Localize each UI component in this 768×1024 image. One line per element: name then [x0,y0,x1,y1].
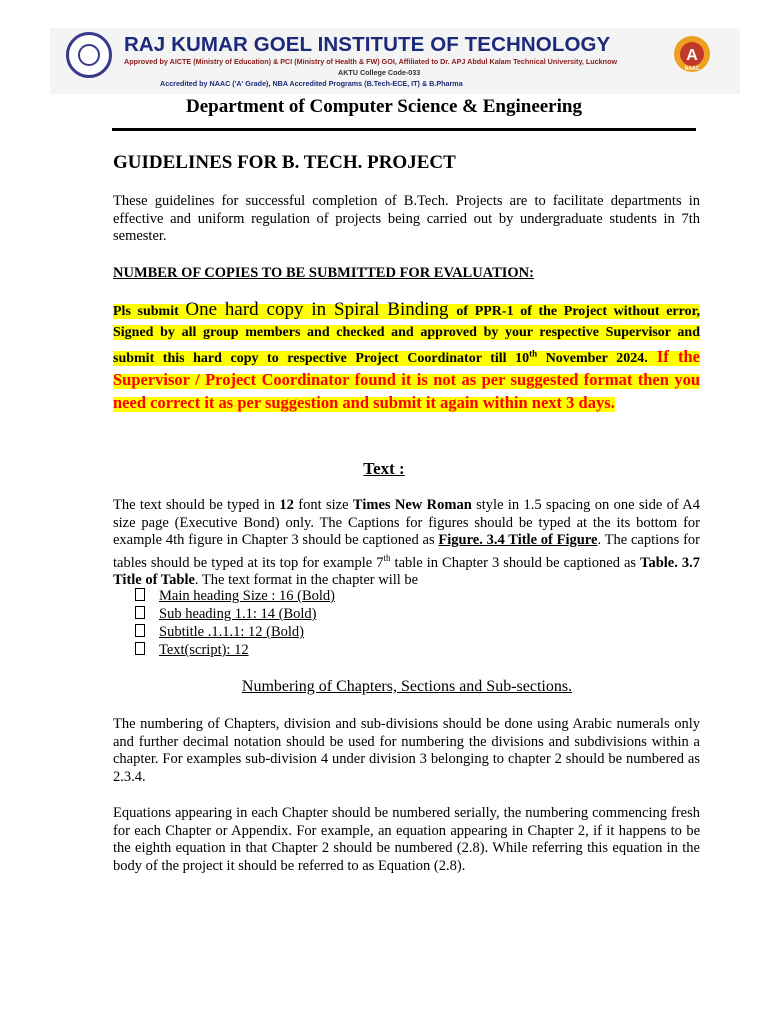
warning-text: If the Supervisor / Project Coordinator found it is not as per suggested format then you need correct it as per suggestion and submit it again within next 3 days. [113,346,700,412]
intro-paragraph: These guidelines for successful completion of B.Tech. Projects are to facilitate departments in effective and uniform regulation of projects being carried out by undergraduate students in 7th semester. [113,193,700,244]
ordinal-suffix: th [383,552,391,563]
bullet-box-icon [135,624,145,637]
institute-seal-logo [66,32,112,78]
header-divider [112,128,696,131]
submission-notice [113,299,700,415]
numbering-heading-period: . [568,678,573,695]
text-format-list [135,587,335,659]
numbering-paragraph-1: The numbering of Chapters, division and sub-divisions should be done using Arabic numerals only and further decimal notation should be used for numbering the divisions and subdivisions within a chapter. For examples sub-division 4 under division 3 belonging to chapter 2 should be numbered as 2.3.4. [113,716,700,785]
list-item [135,623,335,641]
font-name-value: Times New Roman [352,497,472,513]
copies-heading: NUMBER OF COPIES TO BE SUBMITTED FOR EVALUATION: [113,265,534,281]
numbering-section-heading [0,678,768,696]
bullet-box-icon [135,588,145,601]
text-run: style in 1.5 spacing on one side of A4 size page (Executive Bond) only. The Captions for figures should be typed at the its bottom for example 4th figure in Chapter 3 should be captioned as [113,497,701,548]
text-run: table in Chapter 3 should be captioned as [390,554,641,571]
college-code: AKTU College Code-033 [338,68,421,77]
naac-grade: A [686,47,698,64]
figure-caption-example: Figure. 3.4 Title of Figure [438,532,598,548]
list-item-label: Sub heading 1.1: 14 (Bold) [159,606,317,622]
bullet-box-icon [135,606,145,619]
list-item-label: Subtitle .1.1.1: 12 (Bold) [159,624,304,640]
submission-date-text: November 2024. [537,350,648,366]
text-format-paragraph [113,497,700,589]
page-title: GUIDELINES FOR B. TECH. PROJECT [113,152,456,173]
text-section-heading: Text : [363,459,405,478]
list-item-label: Text(script): 12 [159,642,249,658]
accreditation-line: Accredited by NAAC ('A' Grade), NBA Accredited Programs (B.Tech-ECE, IT) & B.Pharma [160,79,463,88]
naac-label: NAAC [684,66,700,72]
table-caption-example: Table. 3.7 Title of Table [113,554,700,588]
numbering-paragraph-2: Equations appearing in each Chapter should be numbered serially, the numbering commencing fresh for each Chapter or Appendix. For example, an equation appearing in Chapter 2, if it happens to be the eighth equation in that Chapter 2 should be numbered (2.8). While referring this equation in the body of the project it should be referred to as Equation (2.8). [113,805,700,874]
text-run: . The text format in the chapter will be [194,571,419,588]
list-item [135,641,335,659]
list-item [135,587,335,605]
text-run: font size [293,497,353,513]
font-size-value: 12 [279,497,294,513]
department-title: Department of Computer Science & Engineering [186,96,582,117]
text-run: . The captions for tables should be typed at its top for example 7 [113,532,701,571]
approval-line: Approved by AICTE (Ministry of Education) & PCI (Ministry of Health & FW) GOI, Affiliated to Dr. APJ Abdul Kalam Technical University, Lucknow [124,57,618,66]
pls-submit-text: Pls submit [113,304,186,319]
text-run: The text should be typed in [113,497,280,513]
submission-text: of PPR-1 of the Project without error, Signed by all group members and checked and approved by your respective Supervisor and submit this hard copy to respective Project Coordinator till 10 [113,304,701,366]
list-item [135,605,335,623]
spiral-binding-text: One hard copy in Spiral Binding [185,299,457,320]
date-suffix: th [529,348,538,358]
institute-name: RAJ KUMAR GOEL INSTITUTE OF TECHNOLOGY [124,33,611,56]
bullet-box-icon [135,642,145,655]
list-item-label: Main heading Size : 16 (Bold) [159,588,335,604]
naac-badge-logo [672,32,712,86]
numbering-heading-text: Numbering of Chapters, Sections and Sub-sections [241,678,569,695]
